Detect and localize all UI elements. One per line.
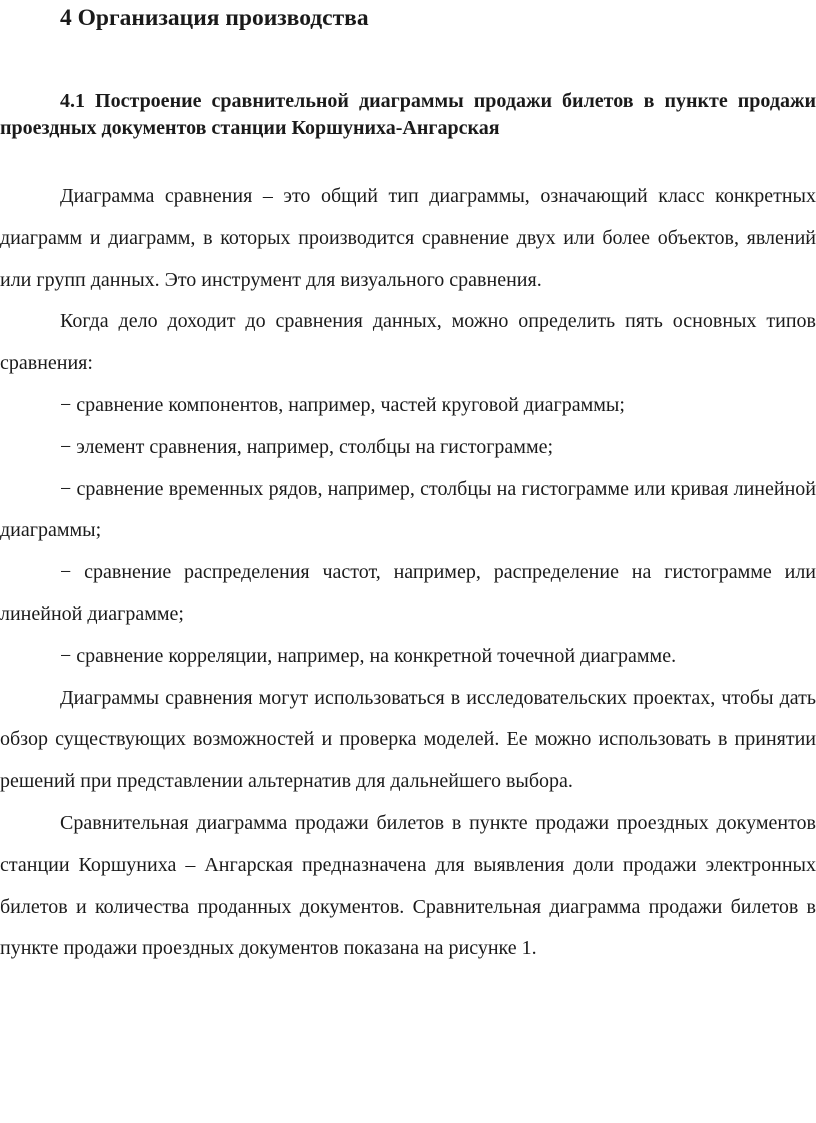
paragraph-ticket-diagram: Сравнительная диаграмма продажи билетов в пункте продажи проездных документов станции Коршуниха – Ангарская предназначена для выявления доли продажи электронных билетов и количества проданных документов. Сравнительная диаграмма продажи билетов в пункте продажи проездных документов показана на рисунке 1. xyxy=(0,811,816,960)
paragraph-usage: Диаграммы сравнения могут использоваться в исследовательских проектах, чтобы дать обзор существующих возможностей и проверка моделей. Ее можно использовать в принятии решений при представлении альтернатив для дальнейшего выбора. xyxy=(0,686,816,793)
chapter-heading: 4 Организация производства xyxy=(60,5,369,31)
paragraph-types-intro: Когда дело доходит до сравнения данных, можно определить пять основных типов сравнения: xyxy=(0,310,816,375)
list-item-frequency: − сравнение распределения частот, например, распределение на гистограмме или линейной диаграмме; xyxy=(0,561,816,625)
list-item-components: − сравнение компонентов, например, частей круговой диаграммы; xyxy=(60,393,625,416)
list-item-element: − элемент сравнения, например, столбцы на гистограмме; xyxy=(60,435,554,458)
paragraph-intro: Диаграмма сравнения – это общий тип диаграммы, означающий класс конкретных диаграмм и диаграмм, в которых производится сравнение двух или более объектов, явлений или групп данных. Это инструмент для визуального сравнения. xyxy=(0,185,816,291)
body-text xyxy=(0,176,816,970)
list-item-correlation: − сравнение корреляции, например, на конкретной точечной диаграмме. xyxy=(60,644,677,667)
list-item-time-series: − сравнение временных рядов, например, столбцы на гистограмме или кривая линейной диаграммы; xyxy=(0,477,816,542)
section-heading: 4.1 Построение сравнительной диаграммы продажи билетов в пункте продажи проездных документов станции Коршуниха-Ангарская xyxy=(0,90,816,139)
